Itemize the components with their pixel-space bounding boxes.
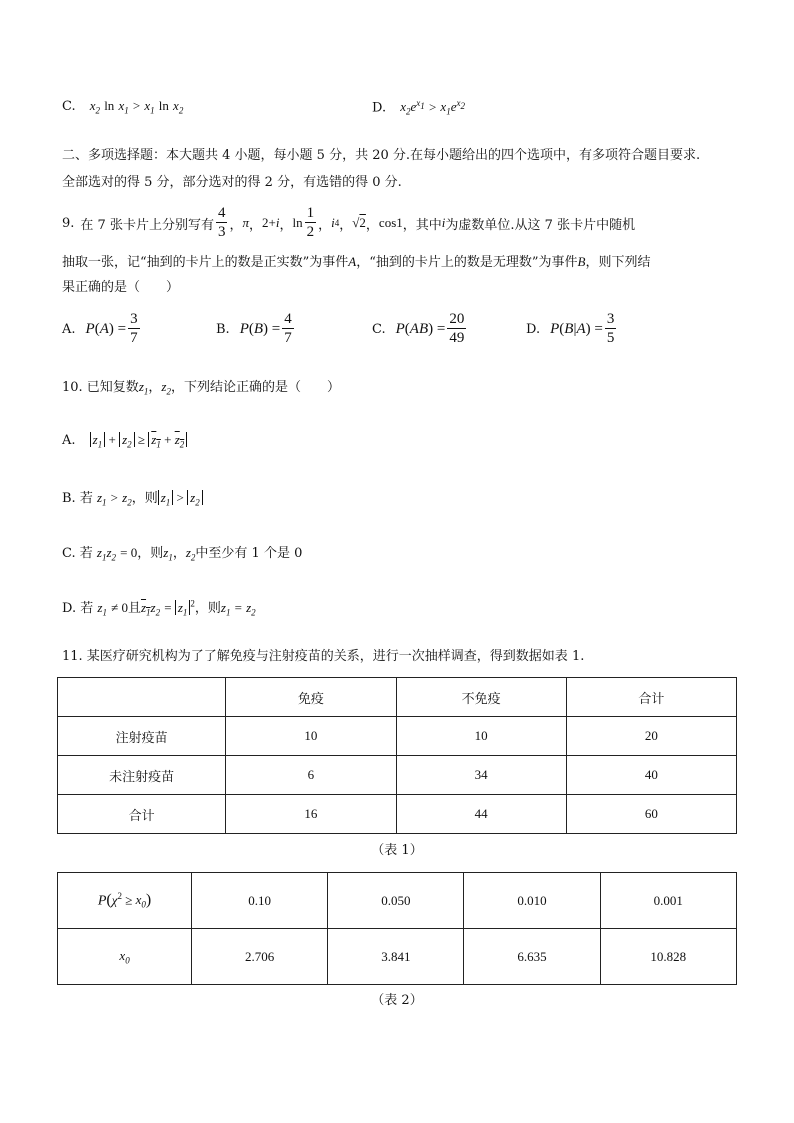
option-label: D. <box>372 100 387 116</box>
table-row <box>58 756 737 795</box>
q9-stem-line1: 9. 在 7 张卡片上分别写有 $\frac{4}{3}$ ， π ， 2+ i ， ln $\frac{1}{2}$ ， i 4 ， √2 ， cos1 ，其中 i 为虚数单位.从这 7 张卡片中随机 <box>62 205 636 240</box>
q10-option-a: A. $z_1 + z_2 \ge z_1 + z_2$ <box>62 432 187 450</box>
table-cell: 未注射疫苗 <box>58 756 226 795</box>
table-cell: 3.841 <box>328 929 464 985</box>
q10-stem: 10. 已知复数$z_1$，$z_2$，下列结论正确的是（ ） <box>62 379 340 397</box>
table-1-caption: （表 1） <box>371 843 423 858</box>
table-cell: 0.001 <box>600 873 736 929</box>
table-cell: 6 <box>226 756 396 795</box>
table-cell: 2.706 <box>192 929 328 985</box>
table-cell: 34 <box>396 756 566 795</box>
option-label: B. 若 <box>62 491 93 506</box>
option-label: A. <box>62 433 76 448</box>
table-1 <box>57 677 737 834</box>
table-2-caption: （表 2） <box>371 993 423 1008</box>
table-row <box>58 929 737 985</box>
q10-option-d: D. 若 $z_1 \ne 0$且$z_1z_2 = z_1^2$，则$z_1 = z_2$ <box>62 598 256 618</box>
table-cell: 6.635 <box>464 929 600 985</box>
q10-option-c: C. 若 $z_1z_2 = 0$，则$z_1$，$z_2$中至少有 1 个是 0 <box>62 545 303 563</box>
table-cell: 0.010 <box>464 873 600 929</box>
q9-option-d: D. P ( B | A ) = $\frac{3}{5}$ <box>526 311 615 346</box>
table-cell: 44 <box>396 795 566 834</box>
table-header-cell <box>58 678 226 717</box>
table-cell: 0.050 <box>328 873 464 929</box>
q11-stem: 11. 某医疗研究机构为了了解免疫与注射疫苗的关系，进行一次抽样调查，得到数据如表 1. <box>62 649 585 664</box>
table-header-cell: 合计 <box>566 678 736 717</box>
option-label: C. <box>372 321 386 337</box>
option-label: D. <box>526 321 541 337</box>
table-cell: 注射疫苗 <box>58 717 226 756</box>
table-row <box>58 873 737 929</box>
q9-option-a: A. P ( A ) = $\frac{3}{7}$ <box>62 311 138 346</box>
table-row <box>58 795 737 834</box>
q8-option-c: C. $x_2$ $\ln x_1 > x_1$ $\ln x_2$ <box>62 98 184 116</box>
q9-option-c: C. P ( AB ) = $\frac{20}{49}$ <box>372 311 465 346</box>
table-cell: 20 <box>566 717 736 756</box>
table-cell: 16 <box>226 795 396 834</box>
table-cell: 合计 <box>58 795 226 834</box>
table-cell: 40 <box>566 756 736 795</box>
option-label: C. <box>62 99 76 114</box>
section-heading-line2: 全部选对的得 5 分，部分选对的得 2 分，有选错的得 0 分. <box>62 175 402 190</box>
table-header-cell: 免疫 <box>226 678 396 717</box>
q8-option-d: D. $x_2e^{x_1} > x_1e^{x_2}$ <box>372 98 465 117</box>
table-header-cell: 不免疫 <box>396 678 566 717</box>
table-header-cell: $P(\chi^2 \ge x_0)$ <box>58 873 192 929</box>
option-label: C. 若 <box>62 546 93 561</box>
table-header-row <box>58 678 737 717</box>
table-cell: 60 <box>566 795 736 834</box>
table-cell: 10 <box>226 717 396 756</box>
q10-option-b: B. 若 $z_1 > z_2$，则 $z_1 > z_2$ <box>62 487 203 508</box>
q9-option-b: B. P ( B ) = $\frac{4}{7}$ <box>216 311 292 346</box>
table-header-cell: $x_0$ <box>58 929 192 985</box>
q9-stem-line3: 果正确的是（ ） <box>62 280 180 295</box>
option-label: B. <box>216 321 230 337</box>
q9-stem-line2: 抽取一张，记“抽到的卡片上的数是正实数”为事件A，“抽到的卡片上的数是无理数”为事件B，则下列结 <box>62 254 651 270</box>
table-2 <box>57 872 737 985</box>
table-cell: 10.828 <box>600 929 736 985</box>
table-row <box>58 717 737 756</box>
section-heading-line1: 二、多项选择题：本大题共 4 小题，每小题 5 分，共 20 分.在每小题给出的四个选项中，有多项符合题目要求. <box>62 148 701 163</box>
table-cell: 0.10 <box>192 873 328 929</box>
option-label: A. <box>62 321 76 337</box>
option-label: D. 若 <box>62 601 94 616</box>
table-cell: 10 <box>396 717 566 756</box>
